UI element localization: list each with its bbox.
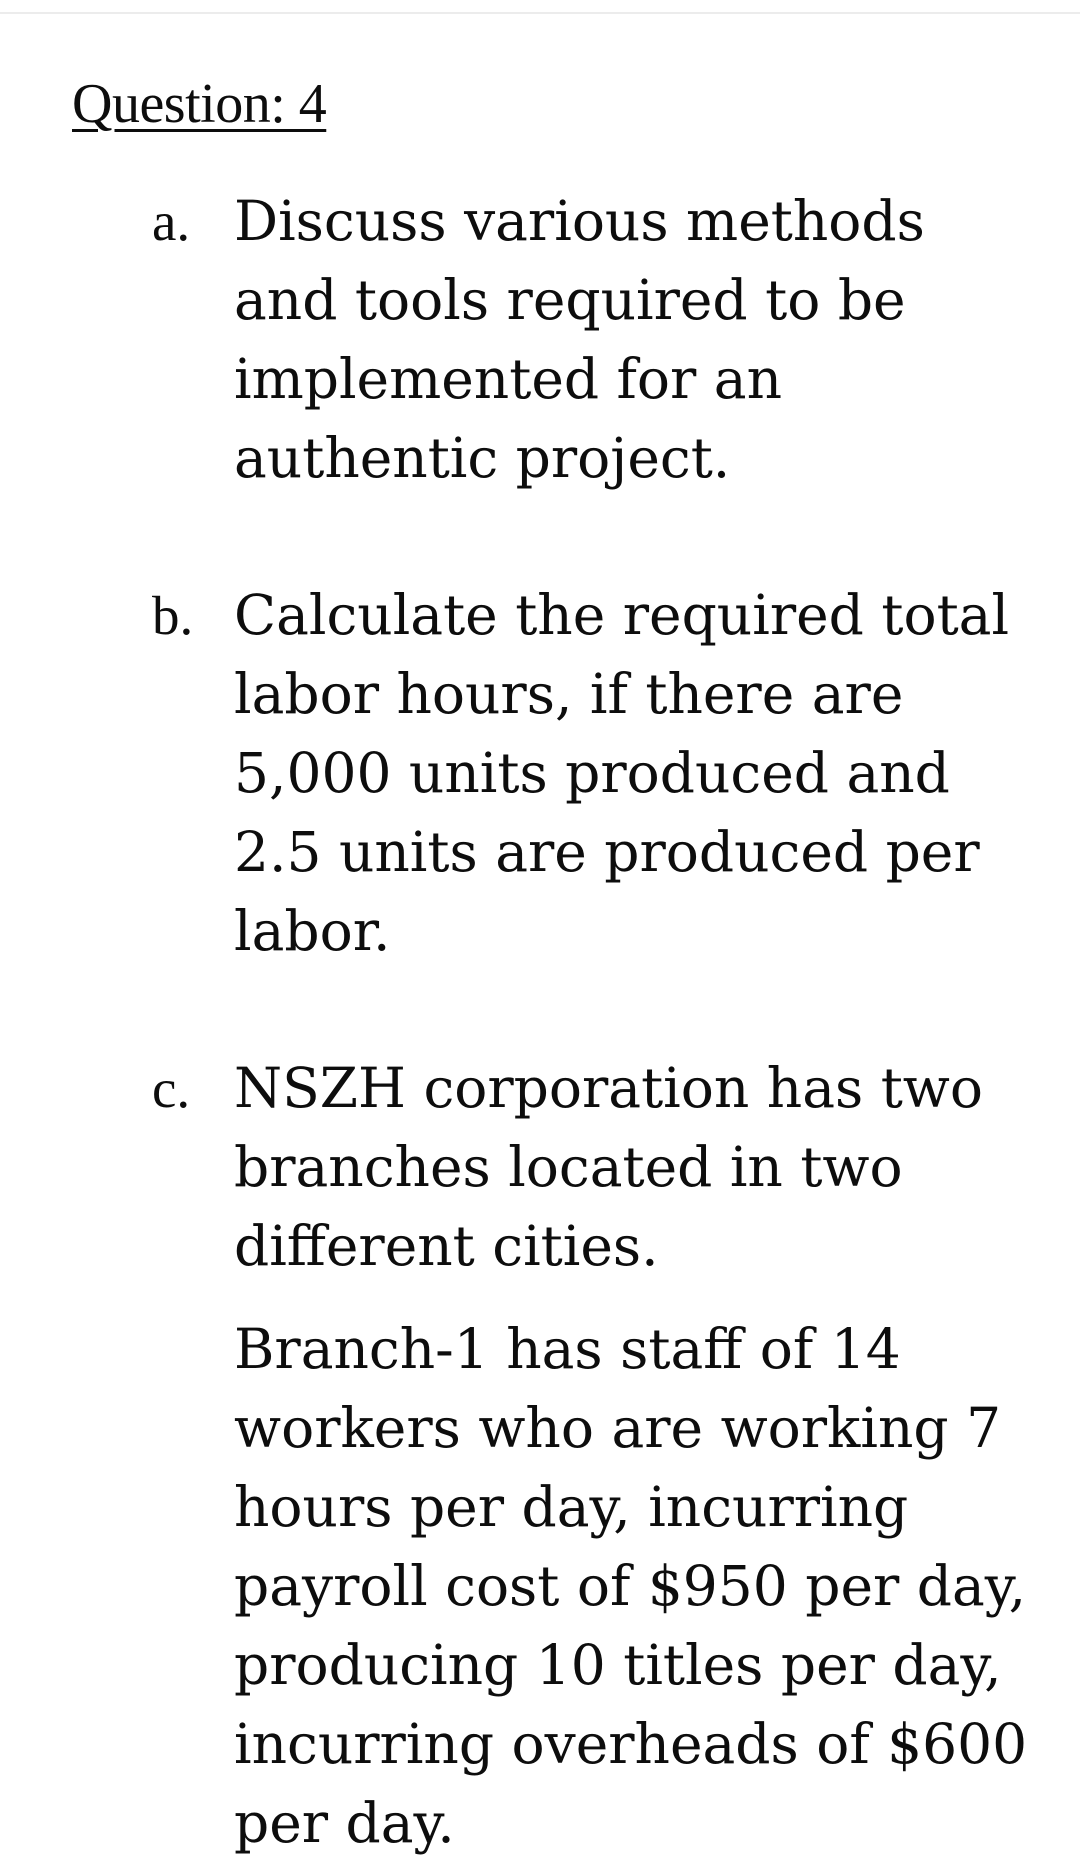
item-text: Calculate the required total labor hours, if there are 5,000 units produced and 2.5 units are produced per labor. <box>234 583 1010 963</box>
question-items <box>0 182 1080 1863</box>
item-marker: c. <box>152 1058 191 1119</box>
item-text: NSZH corporation has two branches located in two different cities. <box>234 1056 983 1278</box>
question-item-c <box>0 1049 1080 1863</box>
item-text: Discuss various methods and tools required to be implemented for an authentic project. <box>234 189 925 490</box>
top-divider <box>0 0 1080 14</box>
question-item-b <box>0 576 1080 971</box>
item-marker: a. <box>152 191 191 252</box>
item-text-branch-details: Branch-1 has staff of 14 workers who are working 7 hours per day, incurring payroll cost of $950 per day, producing 10 titles per day, incurring overheads of $600 per day. <box>234 1317 1028 1855</box>
question-heading: Question: 4 <box>72 73 327 135</box>
item-marker: b. <box>152 585 194 646</box>
question-item-a <box>0 182 1080 498</box>
